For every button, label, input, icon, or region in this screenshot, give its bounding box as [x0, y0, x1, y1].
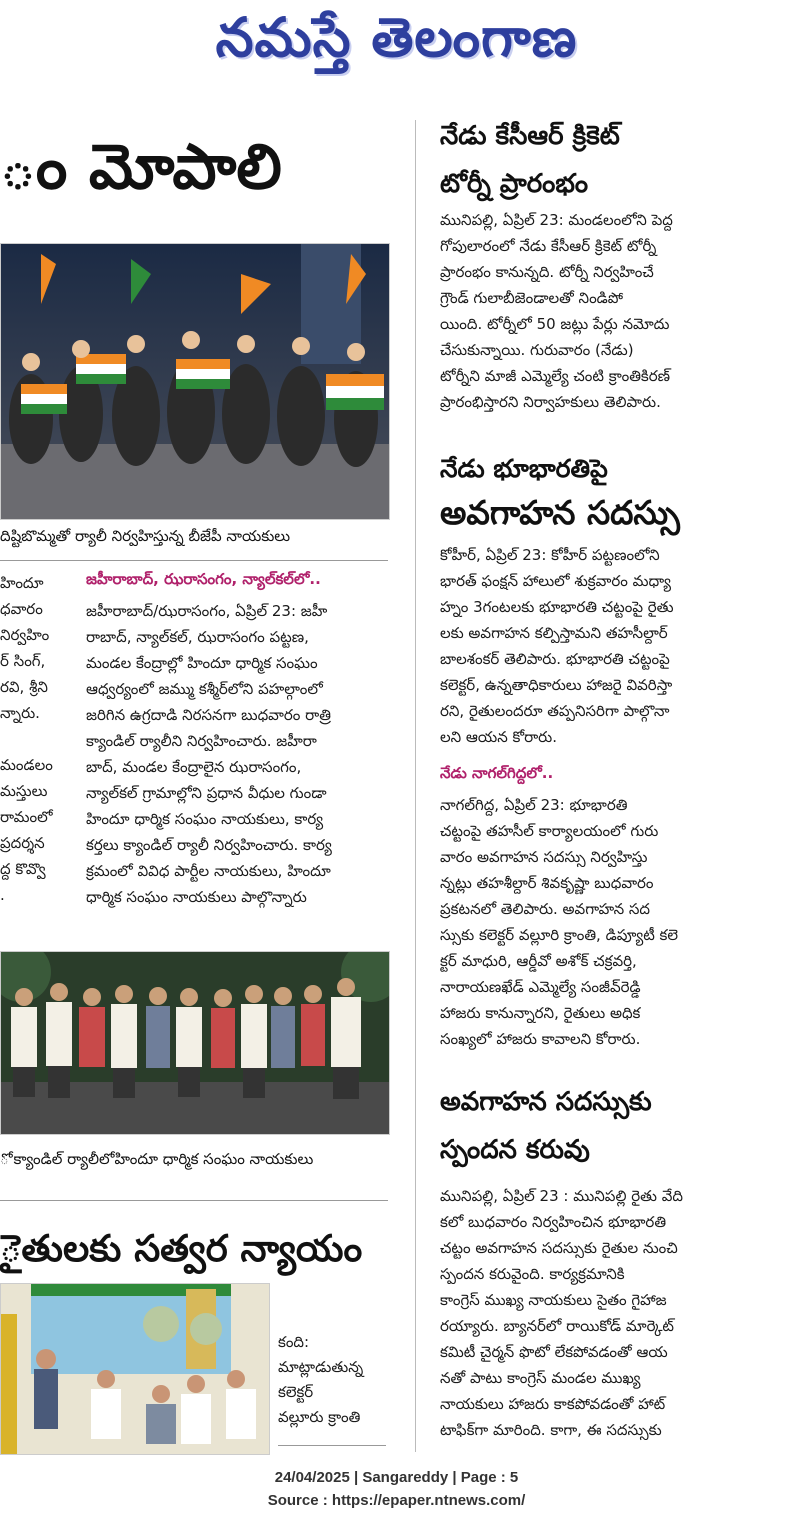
text-line: ఆధ్వర్యంలో జమ్ము కశ్మీర్‌లోని పహల్గాంలో	[86, 680, 323, 698]
page-footer	[0, 1466, 793, 1512]
response-story-title	[440, 1078, 725, 1174]
text-line: ద్ద కొవ్వొ	[0, 860, 46, 878]
meeting-photo-caption	[278, 1330, 390, 1430]
text-line: న్యాల్‌కల్ గ్రామాల్లోని ప్రధాన వీధుల గుండా	[86, 784, 327, 802]
bhubharathi-story-title: అవగాహన సదస్సు	[440, 493, 680, 532]
text-line: క్రమంలో వివిధ పార్టీల నాయకులు, హిందూ	[86, 862, 331, 880]
text-line: జరిగిన ఉగ్రదాడి నిరసనగా బుధవారం రాత్రి	[86, 706, 331, 724]
text-line: వారం అవగాహన సదస్సు నిర్వహిస్తు	[440, 848, 648, 866]
text-line: నారాయణఖేడ్ ఎమ్మెల్యే సంజీవ్‌రెడ్డి	[440, 978, 641, 996]
bhubharathi-story	[440, 542, 725, 750]
text-line: కమిటీ చైర్మన్ ఫొటో లేకపోవడంతో ఆయ	[440, 1343, 668, 1361]
column-divider	[415, 120, 416, 1452]
cricket-story-title	[440, 112, 725, 208]
response-story	[440, 1183, 725, 1443]
text-line: భారత్ ఫంక్షన్ హాలులో శుక్రవారం మధ్యా	[440, 572, 671, 590]
text-line: కలెక్టర్	[278, 1383, 314, 1401]
headline-line: టోర్నీ ప్రారంభం	[440, 169, 589, 199]
text-line: కలో బుధవారం నిర్వహించిన భూభారతి	[440, 1213, 667, 1231]
text-line: క్యాండిల్ ర్యాలీని నిర్వహించారు. జహీరా	[86, 732, 317, 750]
text-line: రామంలో	[0, 808, 53, 826]
text-line: టోర్నీని మాజీ ఎమ్మెల్యే చంటి క్రాంతికిరణ్	[440, 367, 671, 385]
candle-rally-caption: ో క్యాండిల్ ర్యాలీలోహిందూ ధార్మిక సంఘం నాయకులు	[0, 1150, 314, 1168]
text-line: కోహీర్, ఏప్రిల్ 23: కోహీర్ పట్టణంలోని	[440, 546, 660, 564]
text-line: కర్తలు క్యాండిల్ ర్యాలీ నిర్వహించారు. కార్య	[86, 836, 332, 854]
text-line: హిందూ	[0, 574, 44, 592]
text-line: నిర్వహిం	[0, 626, 50, 644]
edition-info: 24/04/2025 | Sangareddy | Page : 5	[274, 1469, 519, 1486]
divider	[0, 560, 388, 561]
masthead	[0, 0, 793, 90]
text-line: ర్ సింగ్,	[0, 652, 46, 670]
text-line: చట్టం అవగాహన సదస్సుకు రైతుల నుంచి	[440, 1239, 678, 1257]
nagalgidda-story	[440, 792, 725, 1052]
text-line: నాయకులు హాజరు కాకపోవడంతో హాట్	[440, 1395, 666, 1413]
text-line: రవి, శ్రీని	[0, 678, 48, 696]
text-line: మునిపల్లి, ఏప్రిల్ 23: మండలంలోని పెద్ద	[440, 211, 673, 229]
text-line: మండలం	[0, 756, 53, 774]
text-line: లని ఆయన కోరారు.	[440, 728, 557, 746]
candle-rally-photo	[0, 951, 390, 1135]
awareness-meeting-photo	[0, 1283, 270, 1455]
text-line: ప్రకటనలో తెలిపారు. అవగాహన సద	[440, 900, 651, 918]
text-line: స్పందన కరువైంది. కార్యక్రమానికి	[440, 1265, 625, 1283]
text-line: సంఖ్యలో హాజరు కావాలని కోరారు.	[440, 1030, 641, 1048]
text-line: చట్టంపై తహసీల్ కార్యాలయంలో గురు	[440, 822, 659, 840]
text-line: టాఫిక్‌గా మారింది. కాగా, ఈ సదస్సుకు	[440, 1421, 662, 1439]
text-line: బాద్, మండల కేంద్రాలైన ఝరాసంగం,	[86, 758, 302, 776]
divider	[278, 1445, 386, 1446]
text-line: ప్రదర్శన	[0, 834, 45, 852]
text-line: వల్లూరు క్రాంతి	[278, 1408, 361, 1426]
source-url: Source : https://epaper.ntnews.com/	[267, 1492, 526, 1509]
text-line: న్నారు.	[0, 704, 40, 722]
text-line: మునిపల్లి, ఏప్రిల్ 23 : మునిపల్లి రైతు వేది	[440, 1187, 683, 1205]
text-line: కంది:	[278, 1333, 310, 1351]
text-line: మస్తులు	[0, 782, 48, 800]
text-line: హాజరు కానున్నారని, రైతులు అధిక	[440, 1004, 641, 1022]
cut-off-story	[0, 570, 62, 908]
text-line: మాట్లాడుతున్న	[278, 1358, 364, 1376]
text-line: రాబాద్, న్యాల్‌కల్, ఝరాసంగం పట్టణ,	[86, 628, 309, 646]
text-line: లకు అవగాహన కల్పిస్తామని తహసీల్దార్	[440, 624, 668, 642]
headline-bottom: ైతులకు సత్వర న్యాయం	[0, 1227, 363, 1270]
text-line: రని, రైతులందరూ తప్పనిసరిగా పాల్గొనా	[440, 702, 670, 720]
text-line: యింది. టోర్నీలో 50 జట్లు పేర్లు నమోదు	[440, 315, 670, 333]
text-line: న్నట్లు తహశీల్దార్ శివకృష్ణా బుధవారం	[440, 874, 654, 892]
text-line: చేసుకున్నాయి. గురువారం (నేడు)	[440, 341, 634, 359]
text-line: ప్రారంభిస్తారని నిర్వాహకులు తెలిపారు.	[440, 393, 661, 411]
text-line: కలెక్టర్, ఉన్నతాధికారులు హాజరై వివరిస్తా	[440, 676, 673, 694]
divider	[0, 1200, 388, 1201]
headline-top: ం మోపాలి	[0, 130, 282, 203]
text-line: నతో పాటు కాంగ్రెస్ మండల ముఖ్య	[440, 1369, 641, 1387]
text-line: బాలశంకర్ తెలిపారు. భూభారతి చట్టంపై	[440, 650, 670, 668]
headline-line: అవగాహన సదస్సుకు	[440, 1087, 652, 1117]
text-line: ప్రారంభం కానున్నది. టోర్నీ నిర్వహించే	[440, 263, 654, 281]
candle-rally-story	[86, 598, 388, 910]
rally-photo	[0, 243, 390, 520]
headline-line: స్పందన కరువు	[440, 1135, 590, 1165]
headline-line: నేడు కేసీఆర్ క్రికెట్	[440, 121, 620, 151]
text-line: ధవారం	[0, 600, 43, 618]
rally-photo-caption: దిష్టిబొమ్మతో ర్యాలీ నిర్వహిస్తున్న బీజేపీ నాయకులు	[0, 527, 291, 545]
nagalgidda-kicker: నేడు నాగల్‌గిద్దలో..	[440, 764, 554, 782]
cricket-story	[440, 207, 725, 415]
story-kicker: జహీరాబాద్, ఝరాసంగం, న్యాల్‌కల్‌లో..	[86, 570, 321, 588]
text-line: ధార్మిక సంఘం నాయకులు పాల్గొన్నారు	[86, 888, 307, 906]
text-line: గ్రౌండ్ గులాబీజెండాలతో నిండిపో	[440, 289, 624, 307]
bhubharathi-story-subtitle: నేడు భూభారతిపై	[440, 454, 608, 483]
text-line: క్టర్ మాధురి, ఆర్డీవో అశోక్ చక్రవర్తి,	[440, 952, 637, 970]
text-line: రయ్యారు. బ్యానర్‌లో రాయికోడ్ మార్కెట్	[440, 1317, 674, 1335]
text-line: నాగల్‌గిద్ద, ఏప్రిల్ 23: భూభారతి	[440, 796, 628, 814]
text-line: .	[0, 886, 5, 904]
masthead-title: నమస్తే తెలంగాణ	[215, 6, 578, 69]
text-line	[0, 726, 62, 752]
text-line: హ్నం 3గంటలకు భూభారతి చట్టంపై రైతు	[440, 598, 674, 616]
text-line: గోపులారంలో నేడు కేసీఆర్ క్రికెట్ టోర్నీ	[440, 237, 657, 255]
text-line: హిందూ ధార్మిక సంఘం నాయకులు, కార్య	[86, 810, 324, 828]
text-line: జహీరాబాద్/ఝరాసంగం, ఏప్రిల్ 23: జహీ	[86, 602, 328, 620]
text-line: మండల కేంద్రాల్లో హిందూ ధార్మిక సంఘం	[86, 654, 318, 672]
text-line: స్సుకు కలెక్టర్ వల్లూరి క్రాంతి, డిప్యూటీ కలె	[440, 926, 679, 944]
text-line: కాంగ్రెస్ ముఖ్య నాయకులు సైతం గైహాజ	[440, 1291, 667, 1309]
